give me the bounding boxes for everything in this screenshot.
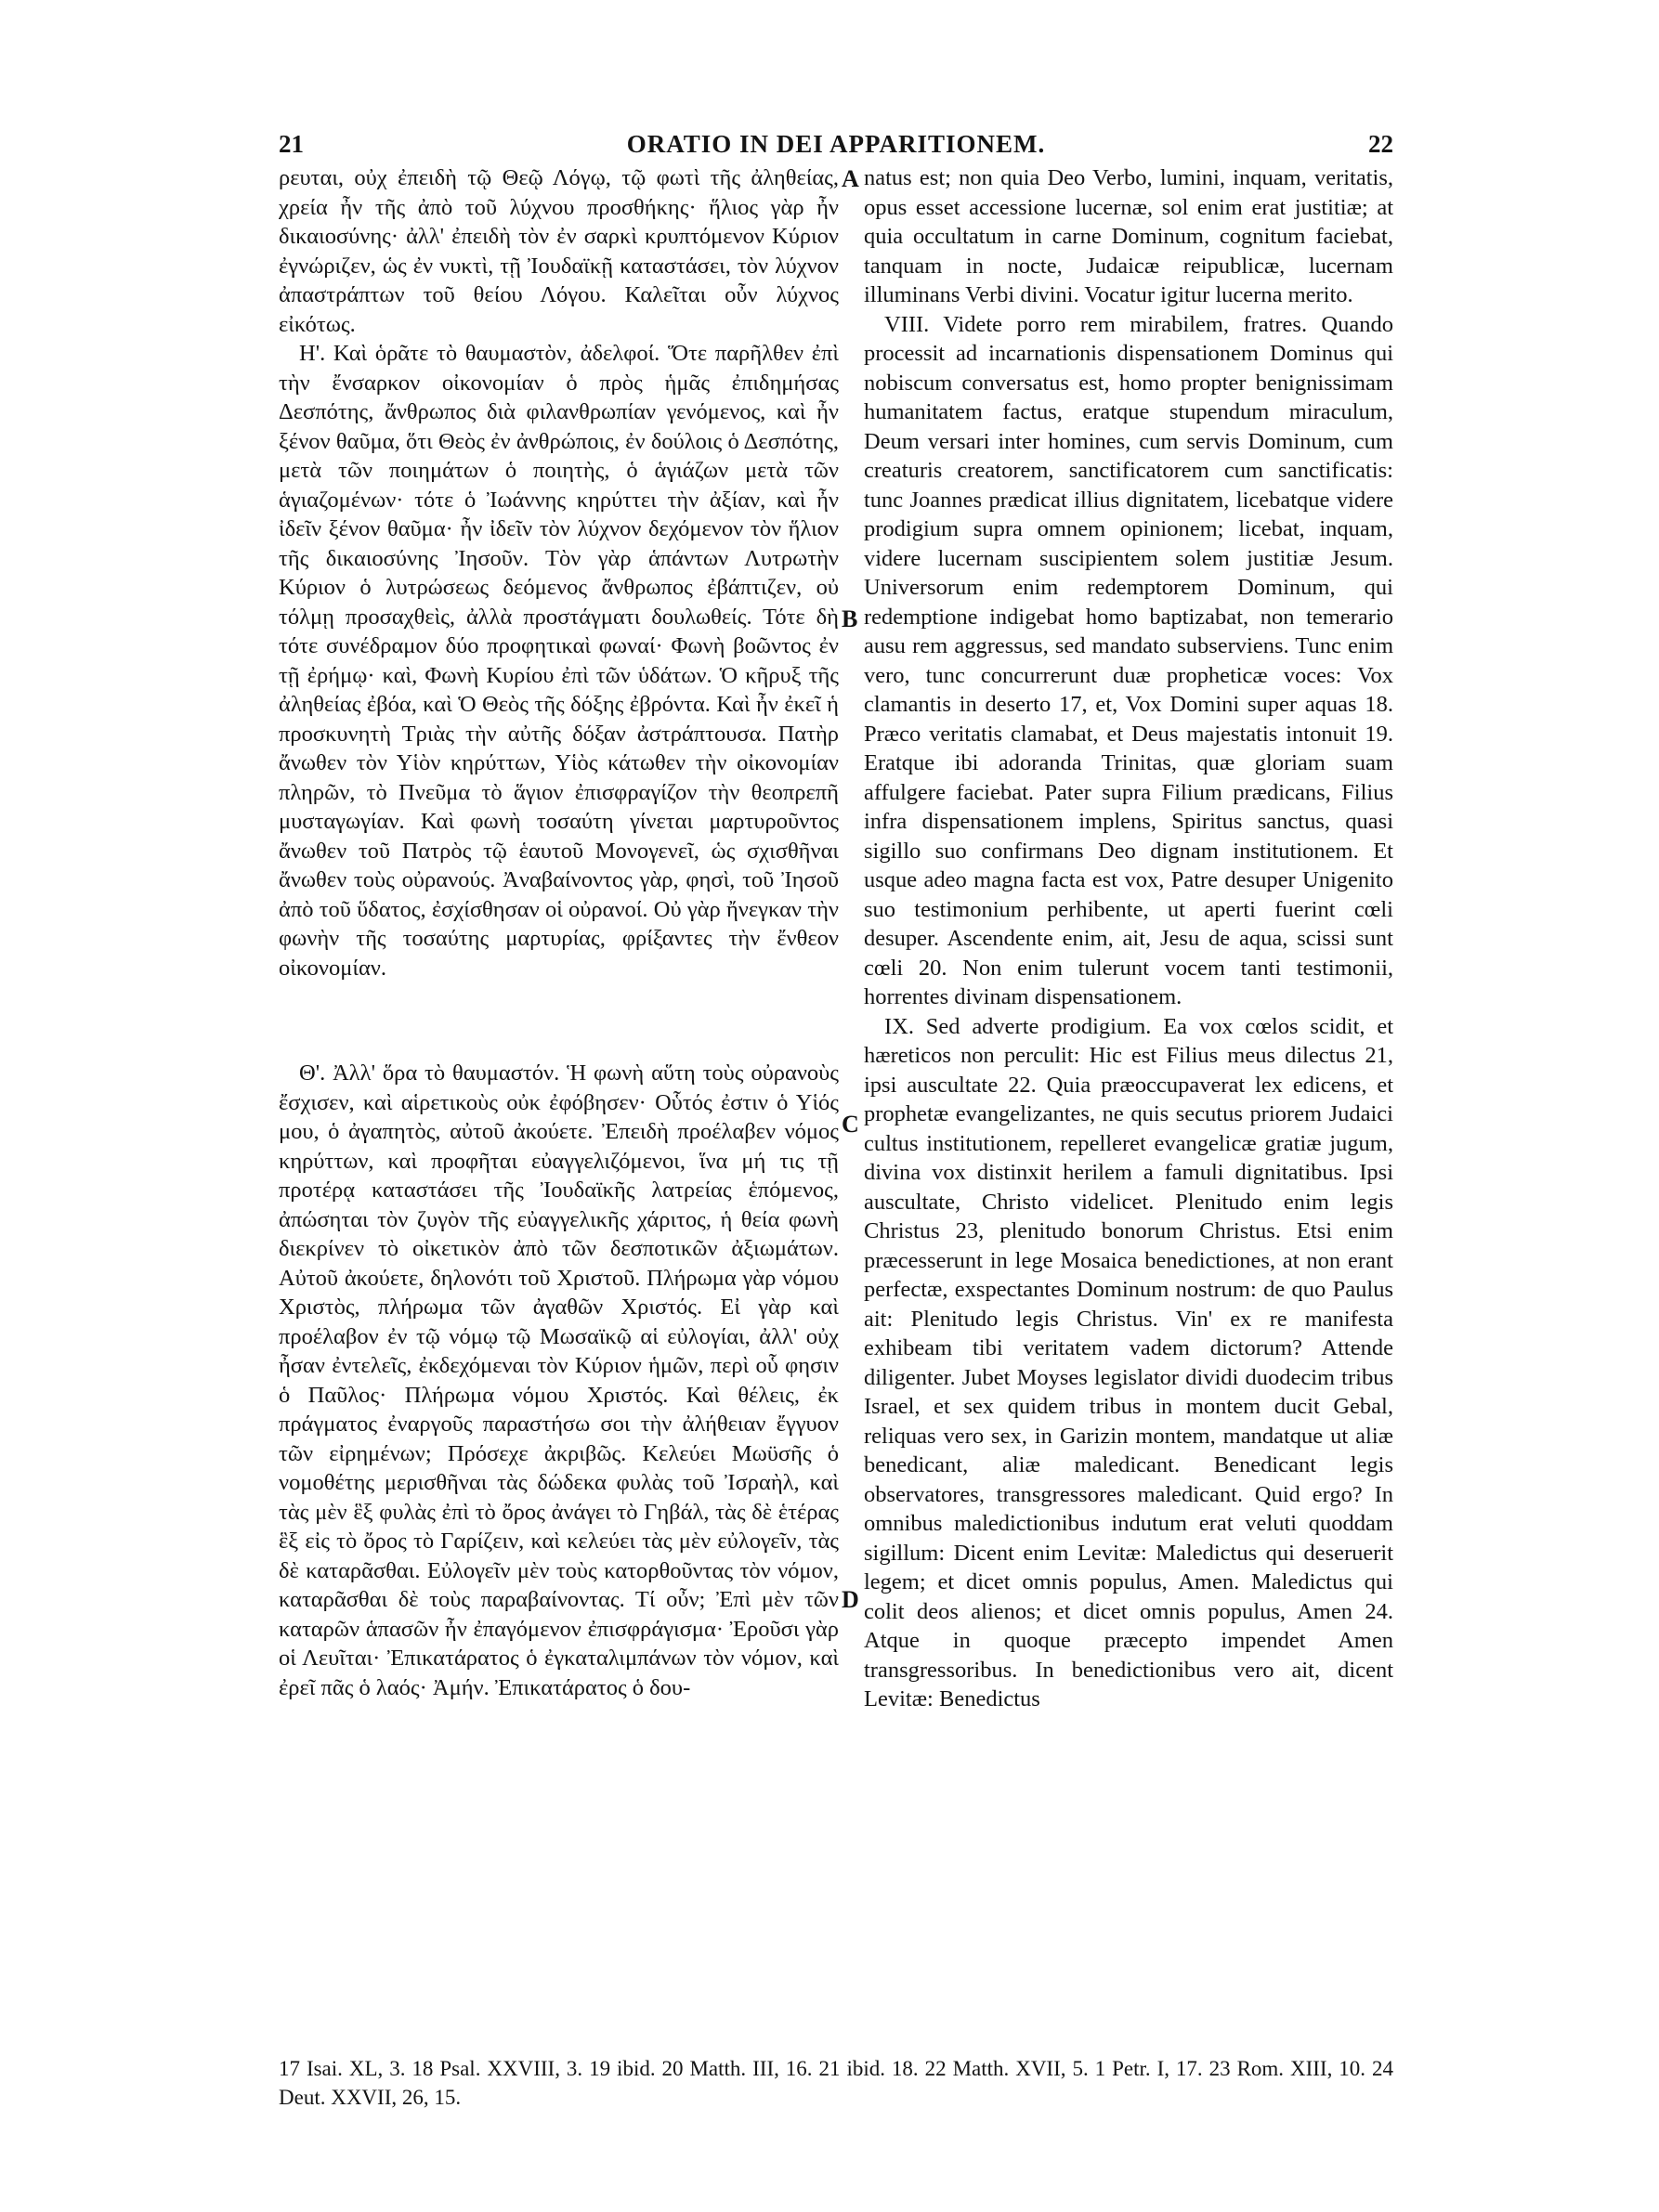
latin-paragraph-2: VIII. Videte porro rem mirabilem, fratres. Quando processit ad incarnationis dispensationem Dominus qui nobiscum conversatus est, homo propter benignissimam humanitatem factus, eratque stupendum miraculum, Deum versari inter homines, cum servis Dominum, cum creaturis creatorem, sanctificatorem cum sanctificatis: tunc Joannes prædicat illius dignitatem, licebatque videre prodigium supra omnem opinionem; licebat, inquam, videre lucernam suscipientem solem justitiæ Jesum. Universorum enim redemptorem Dominum, qui redemptione indigebat homo baptizabat, non temerario ausu rem aggressus, sed mandato subserviens. Tunc enim vero, tunc concurrerunt duæ propheticæ voces: Vox clamantis in deserto 17, et, Vox Domini super aquas 18. Præco veritatis clamabat, et Deus majestatis intonuit 19. Eratque ibi adoranda Trinitas, quæ gloriam suam affulgere faciebat. Pater supra Filium prædicans, Filius infra dispensationem implens, Spiritus sanctus, quasi sigillo suo confirmans Deo dignam institutionem. Et usque adeo magna facta est vox, Patre desuper Unigenito suo testimonium perhibente, ut aperti fuerint cœli desuper. Ascendente enim, ait, Jesu de aqua, scissi sunt cœli 20. Non enim tulerunt vocem tanti testimonii, horrentes divinam dispensationem.	[864, 311, 1393, 1009]
page-number-left: 21	[279, 130, 304, 158]
greek-column	[279, 163, 839, 1702]
margin-marker-d: D	[842, 1586, 859, 1613]
latin-paragraph-1: natus est; non quia Deo Verbo, lumini, inquam, veritatis, opus esset accessione lucernæ, sol enim erat justitiæ; at quia occultatum in carne Dominum, cognitum faciebat, tanquam in nocte, Judaicæ reipublicæ, lucernam illuminans Verbi divini. Vocatur igitur lucerna merito.	[864, 165, 1393, 307]
margin-marker-a: A	[842, 165, 859, 192]
greek-paragraph-1: ρευται, οὐχ ἐπειδὴ τῷ Θεῷ Λόγῳ, τῷ φωτὶ τῆς ἀληθείας, χρεία ἦν τῆς ἀπὸ τοῦ λύχνου προσθήκης· ἥλιος γὰρ ἦν δικαιοσύνης· ἀλλ' ἐπειδὴ τὸν ἐν σαρκὶ κρυπτόμενον Κύριον ἐγνώριζεν, ὡς ἐν νυκτὶ, τῇ Ἰουδαϊκῇ καταστάσει, τὸν λύχνον ἀπαστράπτων τοῦ θείου Λόγου. Καλεῖται οὖν λύχνος εἰκότως.	[279, 165, 839, 337]
page-header	[279, 130, 1393, 167]
latin-paragraph-3: IX. Sed adverte prodigium. Ea vox cœlos scidit, et hæreticos non perculit: Hic est Filius meus dilectus 21, ipsi auscultate 22. Quia præoccupaverat lex edicens, et prophetæ evangelizantes, ne quis secutus priorem Judaici cultus institutionem, repelleret evangelicæ gratiæ jugum, divina vox distinxit herilem a famuli dignitatibus. Ipsi auscultate, Christo videlicet. Plenitudo enim legis Christus 23, plenitudo bonorum Christus. Etsi enim præcesserunt in lege Mosaica benedictiones, at non erant perfectæ, exspectantes Dominum nostrum: de quo Paulus ait: Plenitudo legis Christus. Vin' ex re manifesta exhibeam tibi veritatem vadem dictorum? Attende diligenter. Jubet Moyses legislator dividi duodecim tribus Israel, et sex quidem tribus in montem ducit Gebal, reliquas vero sex, in Garizin montem, mandatque ut aliæ benedicant, aliæ maledicant. Benedicant legis observatores, transgressores maledicant. Quid ergo? In omnibus maledictionibus indutum erat veluti quoddam sigillum: Dicent enim Levitæ: Maledictus qui deseruerit legem; et dicet omnis populus, Amen. Maledictus qui colit deos alienos; et dicet omnis populus, Amen 24. Atque in quoque præcepto impendet Amen transgressoribus. In benedictionibus vero ait, dicent Levitæ: Benedictus	[864, 1013, 1393, 1711]
footnotes	[279, 2054, 1393, 2112]
margin-marker-b: B	[842, 605, 858, 632]
page-number-right: 22	[1368, 130, 1393, 158]
margin-marker-c: C	[842, 1111, 859, 1138]
greek-paragraph-2: Η'. Καὶ ὁρᾶτε τὸ θαυμαστὸν, ἀδελφοί. Ὅτε παρῆλθεν ἐπὶ τὴν ἔνσαρκον οἰκονομίαν ὁ πρὸς ἡμᾶς ἐπιδημήσας Δεσπότης, ἄνθρωπος διὰ φιλανθρωπίαν γενόμενος, καὶ ἦν ξένον θαῦμα, ὅτι Θεὸς ἐν ἀνθρώποις, ἐν δούλοις ὁ Δεσπότης, μετὰ τῶν ποιημάτων ὁ ποιητὴς, ὁ ἁγιάζων μετὰ τῶν ἁγιαζομένων· τότε ὁ Ἰωάννης κηρύττει τὴν ἀξίαν, καὶ ἦν ἰδεῖν ξένον θαῦμα· ἦν ἰδεῖν τὸν λύχνον δεχόμενον τὸν ἥλιον τῆς δικαιοσύνης Ἰησοῦν. Τὸν γὰρ ἁπάντων Λυτρωτὴν Κύριον ὁ λυτρώσεως δεόμενος ἄνθρωπος ἐβάπτιζεν, οὐ τόλμῃ προσαχθεὶς, ἀλλὰ προστάγματι δουλωθείς. Τότε δὴ τότε συνέδραμον δύο προφητικαὶ φωναί· Φωνὴ βοῶντος ἐν τῇ ἐρήμῳ· καὶ, Φωνὴ Κυρίου ἐπὶ τῶν ὑδάτων. Ὁ κῆρυξ τῆς ἀληθείας ἐβόα, καὶ Ὁ Θεὸς τῆς δόξης ἐβρόντα. Καὶ ἦν ἐκεῖ ἡ προσκυνητὴ Τριὰς τὴν αὐτῆς δόξαν ἀστράπτουσα. Πατὴρ ἄνωθεν τὸν Υἱὸν κηρύττων, Υἱὸς κάτωθεν τὴν οἰκονομίαν πληρῶν, τὸ Πνεῦμα τὸ ἅγιον ἐπισφραγίζον τὴν θεοπρεπῆ μυσταγωγίαν. Καὶ φωνὴ τοσαύτη γίνεται μαρτυροῦντος ἄνωθεν τοῦ Πατρὸς τῷ ἑαυτοῦ Μονογενεῖ, ὡς σχισθῆναι ἄνωθεν τοὺς οὐρανούς. Ἀναβαίνοντος γὰρ, φησὶ, τοῦ Ἰησοῦ ἀπὸ τοῦ ὕδατος, ἐσχίσθησαν οἱ οὐρανοί. Οὐ γὰρ ἤνεγκαν τὴν φωνὴν τῆς τοσαύτης μαρτυρίας, φρίξαντες τὴν ἔνθεον οἰκονομίαν.	[279, 341, 839, 981]
running-title: ORATIO IN DEI APPARITIONEM.	[626, 130, 1046, 158]
footnotes-text: 17 Isai. XL, 3. 18 Psal. XXVIII, 3. 19 ibid. 20 Matth. III, 16. 21 ibid. 18. 22 Matth. XVII, 5. 1 Petr. I, 17. 23 Rom. XIII, 10. 24 Deut. XXVII, 26, 15.	[279, 2057, 1393, 2109]
latin-column	[864, 163, 1393, 1714]
greek-paragraph-3: Θ'. Ἀλλ' ὅρα τὸ θαυμαστόν. Ἡ φωνὴ αὕτη τοὺς οὐρανοὺς ἔσχισεν, καὶ αἱρετικοὺς οὐκ ἐφόβησεν· Οὗτός ἐστιν ὁ Υἱός μου, ὁ ἀγαπητὸς, αὐτοῦ ἀκούετε. Ἐπειδὴ προέλαβεν νόμος κηρύττων, καὶ προφῆται εὐαγγελιζόμενοι, ἵνα μή τις τῇ προτέρᾳ καταστάσει τῆς Ἰουδαϊκῆς λατρείας ἑπόμενος, ἀπώσηται τὸν ζυγὸν τῆς εὐαγγελικῆς χάριτος, ἡ θεία φωνὴ διεκρίνεν τὸ οἰκετικὸν ἀπὸ τῶν δεσποτικῶν ἀξιωμάτων. Αὐτοῦ ἀκούετε, δηλονότι τοῦ Χριστοῦ. Πλήρωμα γὰρ νόμου Χριστὸς, πλήρωμα τῶν ἀγαθῶν Χριστός. Εἰ γὰρ καὶ προέλαβον ἐν τῷ νόμῳ τῷ Μωσαϊκῷ αἱ εὐλογίαι, ἀλλ' οὐχ ἦσαν ἐντελεῖς, ἐκδεχόμεναι τὸν Κύριον ἡμῶν, περὶ οὗ φησιν ὁ Παῦλος· Πλήρωμα νόμου Χριστός. Καὶ θέλεις, ἐκ πράγματος ἐναργοῦς παραστήσω σοι τὴν ἀλήθειαν ἔγγυον τῶν εἰρημένων; Πρόσεχε ἀκριβῶς. Κελεύει Μωϋσῆς ὁ νομοθέτης μερισθῆναι τὰς δώδεκα φυλὰς τοῦ Ἰσραὴλ, καὶ τὰς μὲν ἓξ φυλὰς ἐπὶ τὸ ὄρος ἀνάγει τὸ Γηβάλ, τὰς δὲ ἑτέρας ἓξ εἰς τὸ ὄρος τὸ Γαρίζειν, καὶ κελεύει τὰς μὲν εὐλογεῖν, τὰς δὲ καταρᾶσθαι. Εὐλογεῖν μὲν τοὺς κατορθοῦντας τὸν νόμον, καταρᾶσθαι δὲ τοὺς παραβαίνοντας. Τί οὖν; Ἐπὶ μὲν τῶν καταρῶν ἁπασῶν ἦν ἐπαγόμενον ἐπισφράγισμα· Ἐροῦσι γὰρ οἱ Λευῖται· Ἐπικατάρατος ὁ ἐγκαταλιμπάνων τὸν νόμον, καὶ ἐρεῖ πᾶς ὁ λαός· Ἀμήν. Ἐπικατάρατος ὁ δου-	[279, 1060, 839, 1700]
